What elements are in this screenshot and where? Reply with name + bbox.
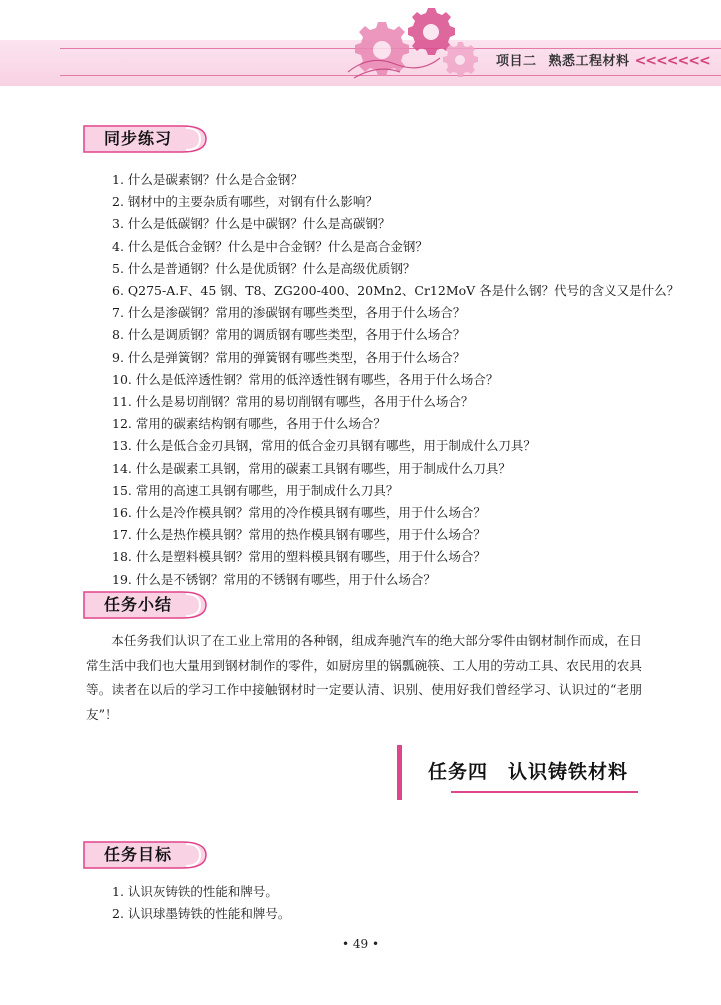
- page-number: • 49 •: [341, 937, 380, 951]
- practice-question: 1. 什么是碳素钢？什么是合金钢？: [112, 172, 303, 187]
- task-name: 认识铸铁材料: [508, 761, 629, 783]
- practice-question: 5. 什么是普通钢？什么是优质钢？什么是高级优质钢？: [112, 260, 416, 276]
- practice-question: 10. 什么是低淬透性钢？常用的低淬透性钢有哪些，各用于什么场合？: [112, 371, 499, 387]
- goal-item: 1. 认识灰铸铁的性能和牌号。: [112, 884, 278, 899]
- header-chapter-title: 熟悉工程材料: [548, 54, 630, 69]
- practice-question: 15. 常用的高速工具钢有哪些，用于制成什么刀具？: [112, 482, 399, 498]
- practice-question: 8. 什么是调质钢？常用的调质钢有哪些类型，各用于什么场合？: [112, 327, 466, 343]
- practice-question: 18. 什么是塑料模具钢？常用的塑料模具钢有哪些，用于什么场合？: [112, 549, 486, 565]
- practice-question: 6. Q275-A.F、45 钢、T8、ZG200-400、20Mn2、Cr12MoV 各是什么钢？代号的含义又是什么？: [112, 283, 680, 299]
- section-title-practice: 同步练习: [104, 129, 173, 148]
- task-title-underline: [451, 791, 638, 793]
- gear-decoration-icon: [340, 2, 500, 86]
- practice-question: 2. 钢材中的主要杂质有哪些，对钢有什么影响？: [112, 194, 378, 210]
- practice-question: 13. 什么是低合金刃具钢，常用的低合金刃具钢有哪些，用于制成什么刀具？: [112, 438, 536, 454]
- header-title: [496, 50, 710, 72]
- practice-question: 4. 什么是低合金钢？什么是中合金钢？什么是高合金钢？: [112, 238, 428, 254]
- section-tab-summary: [82, 588, 212, 622]
- practice-question: 19. 什么是不锈钢？常用的不锈钢有哪些，用于什么场合？: [112, 571, 436, 587]
- goal-item: 2. 认识球墨铸铁的性能和牌号。: [112, 906, 291, 922]
- section-title-goals: 任务目标: [104, 845, 173, 864]
- summary-paragraph: 本任务我们认识了在工业上常用的各种钢，组成奔驰汽车的绝大部分零件由钢材制作而成，在日常生活中我们也大量用到钢材制作的零件，如厨房里的锅瓢碗筷、工人用的劳动工具、农民用的农具等。读者在以后的学习工作中接触钢材时一定要认清、识别、使用好我们曾经学习、认识过的“老朋友”！: [86, 633, 642, 722]
- practice-question-list: [112, 169, 679, 591]
- practice-question: 16. 什么是冷作模具钢？常用的冷作模具钢有哪些，用于什么场合？: [112, 505, 486, 521]
- practice-question: 7. 什么是渗碳钢？常用的渗碳钢有哪些类型，各用于什么场合？: [112, 305, 466, 321]
- practice-question: 12. 常用的碳素结构钢有哪些，各用于什么场合？: [112, 416, 386, 432]
- task-number: 任务四: [428, 761, 489, 783]
- goal-list: [112, 881, 290, 925]
- header-project: 项目二: [496, 54, 537, 69]
- header-chevrons-icon: <<<<<<<: [634, 53, 710, 69]
- section-tab-goals: [82, 838, 212, 872]
- task-title-bar: [397, 745, 402, 800]
- section-title-summary: 任务小结: [104, 595, 173, 614]
- practice-question: 14. 什么是碳素工具钢，常用的碳素工具钢有哪些，用于制成什么刀具？: [112, 460, 511, 476]
- section-tab-practice: [82, 122, 212, 156]
- practice-question: 9. 什么是弹簧钢？常用的弹簧钢有哪些类型，各用于什么场合？: [112, 349, 466, 365]
- practice-question: 3. 什么是低碳钢？什么是中碳钢？什么是高碳钢？: [112, 216, 391, 232]
- practice-question: 11. 什么是易切削钢？常用的易切削钢有哪些，各用于什么场合？: [112, 394, 474, 410]
- task-title: [428, 757, 628, 787]
- practice-question: 17. 什么是热作模具钢？常用的热作模具钢有哪些，用于什么场合？: [112, 527, 486, 543]
